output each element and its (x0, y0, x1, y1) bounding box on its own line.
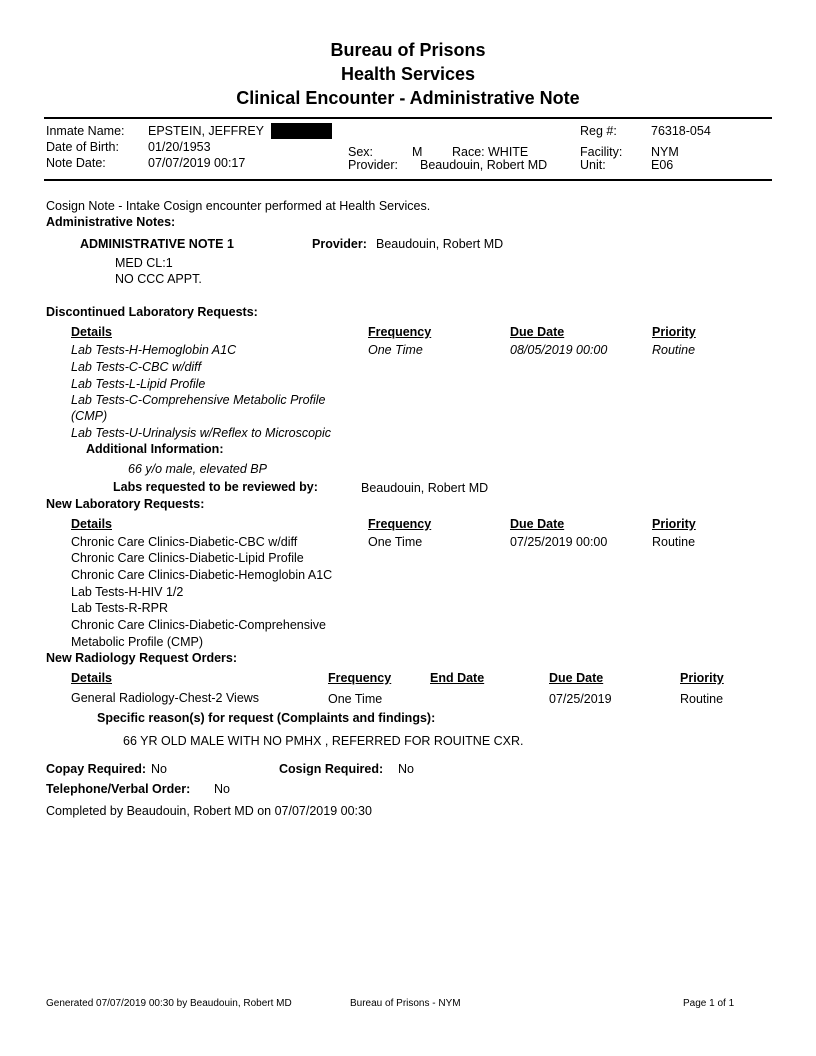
header-divider-top (44, 117, 772, 119)
radiology-reason-label: Specific reason(s) for request (Complaints and findings): (97, 711, 436, 725)
radiology-frequency: One Time (328, 692, 383, 706)
inmate-name-label: Inmate Name: (46, 124, 125, 138)
discontinued-due-date: 08/05/2019 00:00 (510, 343, 608, 357)
new-labs-frequency: One Time (368, 535, 423, 549)
header-agency: Bureau of Prisons (330, 40, 486, 60)
redaction-bar (271, 123, 332, 139)
new-labs-col-frequency: Frequency (368, 517, 432, 531)
additional-info-value: 66 y/o male, elevated BP (128, 462, 267, 476)
new-lab-item: Lab Tests-H-HIV 1/2 (71, 585, 184, 599)
additional-info-label: Additional Information: (86, 442, 224, 456)
race-label: Race: (452, 145, 485, 159)
discontinued-lab-item: Lab Tests-C-Comprehensive Metabolic Profile (71, 393, 326, 407)
radiology-col-due-date: Due Date (549, 671, 604, 685)
radiology-heading: New Radiology Request Orders: (46, 651, 238, 665)
new-lab-item: Chronic Care Clinics-Diabetic-Comprehensive (71, 618, 326, 632)
discontinued-col-due-date: Due Date (510, 325, 565, 339)
footer-page-number: Page 1 of 1 (683, 998, 735, 1009)
radiology-col-end-date: End Date (430, 671, 485, 685)
discontinued-col-details: Details (71, 325, 112, 339)
new-lab-item: Metabolic Profile (CMP) (71, 635, 203, 649)
inmate-name-value: EPSTEIN, JEFFREY (148, 124, 264, 138)
admin-note-provider-label: Provider: (312, 237, 367, 251)
provider-value: Beaudouin, Robert MD (420, 158, 548, 172)
unit-label: Unit: (580, 158, 606, 172)
note-date-label: Note Date: (46, 156, 106, 170)
new-labs-col-priority: Priority (652, 517, 696, 531)
sex-value: M (412, 145, 423, 159)
admin-note-line: NO CCC APPT. (115, 272, 202, 286)
telephone-order-value: No (214, 782, 230, 796)
reg-label: Reg #: (580, 124, 617, 138)
admin-note-line: MED CL:1 (115, 256, 173, 270)
discontinued-lab-item: (CMP) (71, 409, 108, 423)
reg-value: 76318-054 (651, 124, 711, 138)
new-labs-col-details: Details (71, 517, 112, 531)
radiology-col-frequency: Frequency (328, 671, 392, 685)
header-department: Health Services (340, 64, 476, 84)
admin-notes-heading: Administrative Notes: (46, 215, 176, 229)
discontinued-frequency: One Time (368, 343, 423, 357)
new-lab-item: Chronic Care Clinics-Diabetic-Lipid Profile (71, 551, 304, 565)
new-labs-priority: Routine (652, 535, 696, 549)
discontinued-lab-item: Lab Tests-L-Lipid Profile (71, 377, 206, 391)
discontinued-col-priority: Priority (652, 325, 696, 339)
radiology-col-priority: Priority (680, 671, 724, 685)
discontinued-lab-item: Lab Tests-C-CBC w/diff (71, 360, 202, 374)
dob-value: 01/20/1953 (148, 140, 211, 154)
new-labs-col-due-date: Due Date (510, 517, 565, 531)
new-lab-item: Chronic Care Clinics-Diabetic-CBC w/diff (71, 535, 298, 549)
page-title: Clinical Encounter - Administrative Note (236, 88, 580, 108)
copay-value: No (151, 762, 167, 776)
cosign-note: Cosign Note - Intake Cosign encounter performed at Health Services. (46, 199, 431, 213)
facility-value: NYM (651, 145, 679, 159)
radiology-col-details: Details (71, 671, 112, 685)
cosign-required-label: Cosign Required: (279, 762, 384, 776)
radiology-priority: Routine (680, 692, 724, 706)
discontinued-labs-heading: Discontinued Laboratory Requests: (46, 305, 258, 319)
unit-value: E06 (651, 158, 674, 172)
completed-by: Completed by Beaudouin, Robert MD on 07/07/2019 00:30 (46, 804, 372, 818)
facility-label: Facility: (580, 145, 623, 159)
discontinued-col-frequency: Frequency (368, 325, 432, 339)
telephone-order-label: Telephone/Verbal Order: (46, 782, 191, 796)
header-divider-bottom (44, 179, 772, 181)
cosign-required-value: No (398, 762, 414, 776)
new-labs-due-date: 07/25/2019 00:00 (510, 535, 608, 549)
discontinued-lab-item: Lab Tests-H-Hemoglobin A1C (71, 343, 237, 357)
radiology-detail: General Radiology-Chest-2 Views (71, 691, 260, 705)
radiology-due-date: 07/25/2019 (549, 692, 612, 706)
sex-label: Sex: (348, 145, 374, 159)
reviewed-by-value: Beaudouin, Robert MD (361, 481, 489, 495)
discontinued-priority: Routine (652, 343, 696, 357)
copay-label: Copay Required: (46, 762, 147, 776)
provider-label: Provider: (348, 158, 399, 172)
race-value: WHITE (488, 145, 529, 159)
footer-source: Bureau of Prisons - NYM (350, 998, 461, 1009)
new-labs-heading: New Laboratory Requests: (46, 497, 205, 511)
discontinued-lab-item: Lab Tests-U-Urinalysis w/Reflex to Microscopic (71, 426, 332, 440)
note-date-value: 07/07/2019 00:17 (148, 156, 246, 170)
reviewed-by-label: Labs requested to be reviewed by: (113, 480, 318, 494)
radiology-reason-value: 66 YR OLD MALE WITH NO PMHX , REFERRED FOR ROUITNE CXR. (123, 734, 524, 748)
dob-label: Date of Birth: (46, 140, 119, 154)
footer-generated: Generated 07/07/2019 00:30 by Beaudouin, Robert MD (46, 998, 292, 1009)
admin-note-title: ADMINISTRATIVE NOTE 1 (80, 237, 234, 251)
admin-note-provider-value: Beaudouin, Robert MD (376, 237, 504, 251)
new-lab-item: Chronic Care Clinics-Diabetic-Hemoglobin A1C (71, 568, 333, 582)
new-lab-item: Lab Tests-R-RPR (71, 601, 169, 615)
